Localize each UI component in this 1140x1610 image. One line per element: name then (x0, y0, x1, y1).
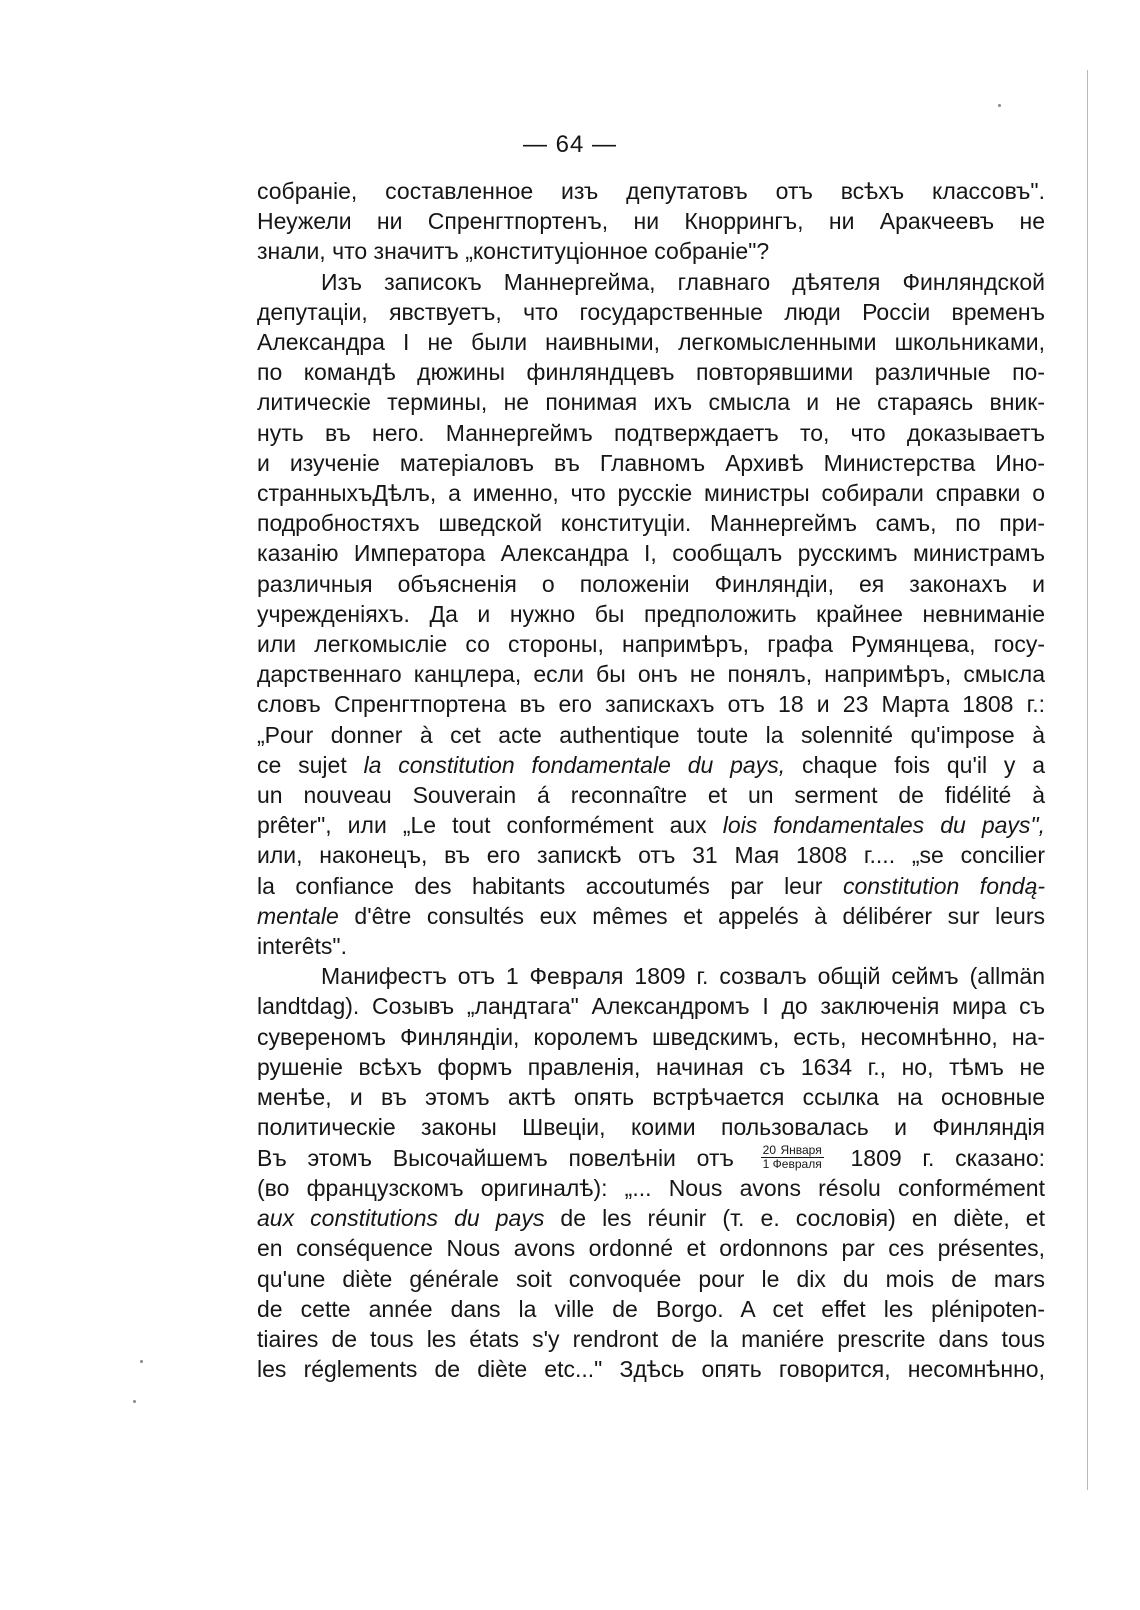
page-body (257, 176, 1045, 1384)
text-line: литическіе термины, не понимая ихъ смысла и не стараясь вник- (257, 389, 1045, 416)
fraction-numerator: 20 Января (762, 1142, 822, 1157)
text-line (257, 1143, 1045, 1173)
text-line: дарственнаго канцлера, если бы онъ не понялъ, напримѣръ, смысла (257, 661, 1045, 688)
text-line: qu'une diète générale soit convoquée pour le dix du mois de mars (257, 1265, 1045, 1292)
text-line: (во французскомъ оригиналѣ): „... Nous avons résolu conformément (257, 1174, 1045, 1201)
text-line: собраніе, составленное изъ депутатовъ отъ всѣхъ классовъ". (257, 178, 1045, 204)
text-run: chaque fois qu'il y a (801, 751, 1046, 778)
text-line: Александра I не были наивными, легкомысленными школьниками, (257, 329, 1045, 356)
text-line: interêts". (257, 933, 347, 960)
scan-speck (133, 1400, 136, 1403)
text-line: нуть въ него. Маннергеймъ подтверждаетъ то, что доказываетъ (257, 419, 1045, 446)
text-run: la confiance des habitants accoutumés par leur (257, 872, 823, 899)
text-line: знали, что значитъ „конституціонное собраніе"? (257, 238, 770, 265)
text-line: сувереномъ Финляндіи, королемъ шведскимъ, есть, несомнѣнно, на- (257, 1023, 1045, 1050)
text-line: de cette année dans la ville de Borgo. A cet effet les plénipoten- (257, 1295, 1045, 1322)
text-run: Въ этомъ Высочайшемъ повелѣніи отъ (257, 1144, 734, 1171)
text-line: политическіе законы Швеціи, коими пользовалась и Финляндія (257, 1114, 1045, 1141)
text-run: d'être consultés eux mêmes et appelés à délibérer sur leurs (354, 902, 1045, 929)
italic-quote: la constitution fondamentale du pays, (363, 751, 786, 778)
page-number: — 64 — (522, 131, 618, 158)
text-line: депутаціи, явствуетъ, что государственные люди Россіи временъ (257, 298, 1045, 325)
text-run: de les réunir (т. е. сословія) en diète, et (560, 1205, 1045, 1232)
text-line: или легкомысліе со стороны, напримѣръ, графа Румянцева, госу- (257, 631, 1045, 658)
text-line (257, 901, 1045, 931)
fraction-denominator: 1 Февраля (762, 1156, 822, 1171)
italic-quote: aux constitutions du pays (257, 1205, 545, 1232)
text-line: казанію Императора Александра I, сообщалъ русскимъ министрамъ (257, 540, 1045, 567)
italic-quote: mentale (257, 902, 339, 929)
scan-speck (140, 1360, 143, 1363)
text-line: рушеніе всѣхъ формъ правленія, начиная съ 1634 г., но, тѣмъ не (257, 1053, 1045, 1080)
text-line: менѣе, и въ этомъ актѣ опять встрѣчается ссылка на основные (257, 1084, 1045, 1111)
scan-edge-line (1087, 70, 1088, 1490)
text-line: landtdag). Созывъ „ландтага" Александромъ I до заключенія мира съ (257, 993, 1045, 1020)
text-line (257, 1203, 1045, 1233)
text-line: подробностяхъ шведской конституціи. Маннергеймъ самъ, по при- (257, 510, 1045, 537)
text-line (257, 750, 1045, 780)
text-line (257, 871, 1045, 901)
text-run: ce sujet (257, 751, 347, 778)
text-line: Неужели ни Спренгтпортенъ, ни Кноррингъ, ни Аракчеевъ не (257, 208, 1045, 235)
text-line: по командѣ дюжины финляндцевъ повторявшими различные по- (257, 359, 1045, 386)
date-fraction (761, 1144, 824, 1171)
italic-quote: lois fondamentales du pays", (722, 812, 1045, 839)
text-line: словъ Спренгтпортена въ его запискахъ отъ 18 и 23 Марта 1808 г.: (257, 691, 1045, 718)
text-run: prêter", или „Le tout conformément aux (257, 812, 707, 839)
text-line: un nouveau Souverain á reconnaître et un serment de fidélité à (257, 782, 1045, 809)
text-run: 1809 г. сказано: (850, 1144, 1045, 1171)
text-line: учрежденіяхъ. Да и нужно бы предположить крайнее невниманіе (257, 600, 1045, 627)
text-line: en conséquence Nous avons ordonné et ordonnons par ces présentes, (257, 1235, 1045, 1262)
text-line: les réglements de diète etc..." Здѣсь опять говорится, несомнѣнно, (257, 1356, 1045, 1383)
text-line: различныя объясненія о положеніи Финляндіи, ея законахъ и (257, 570, 1045, 597)
text-line: tiaires de tous les états s'y rendront de la maniére prescrite dans tous (257, 1325, 1045, 1352)
italic-quote: constitution fondą- (842, 872, 1046, 899)
text-line (257, 810, 1045, 840)
paragraph-first-line: Манифестъ отъ 1 Февраля 1809 г. созвалъ общій сеймъ (allmän (321, 963, 1045, 990)
text-line: странныхъДѣлъ, а именно, что русскіе министры собирали справки о (257, 480, 1045, 507)
text-line: и изученіе матеріаловъ въ Главномъ Архивѣ Министерства Ино- (257, 449, 1045, 476)
text-line: „Pour donner à cet acte authentique toute la solennité qu'impose à (257, 721, 1045, 748)
scan-speck (998, 104, 1001, 107)
text-line: или, наконецъ, въ его запискѣ отъ 31 Мая 1808 г.... „se concilier (257, 842, 1045, 869)
paragraph-first-line: Изъ записокъ Маннергейма, главнаго дѣятеля Финляндской (321, 268, 1045, 295)
